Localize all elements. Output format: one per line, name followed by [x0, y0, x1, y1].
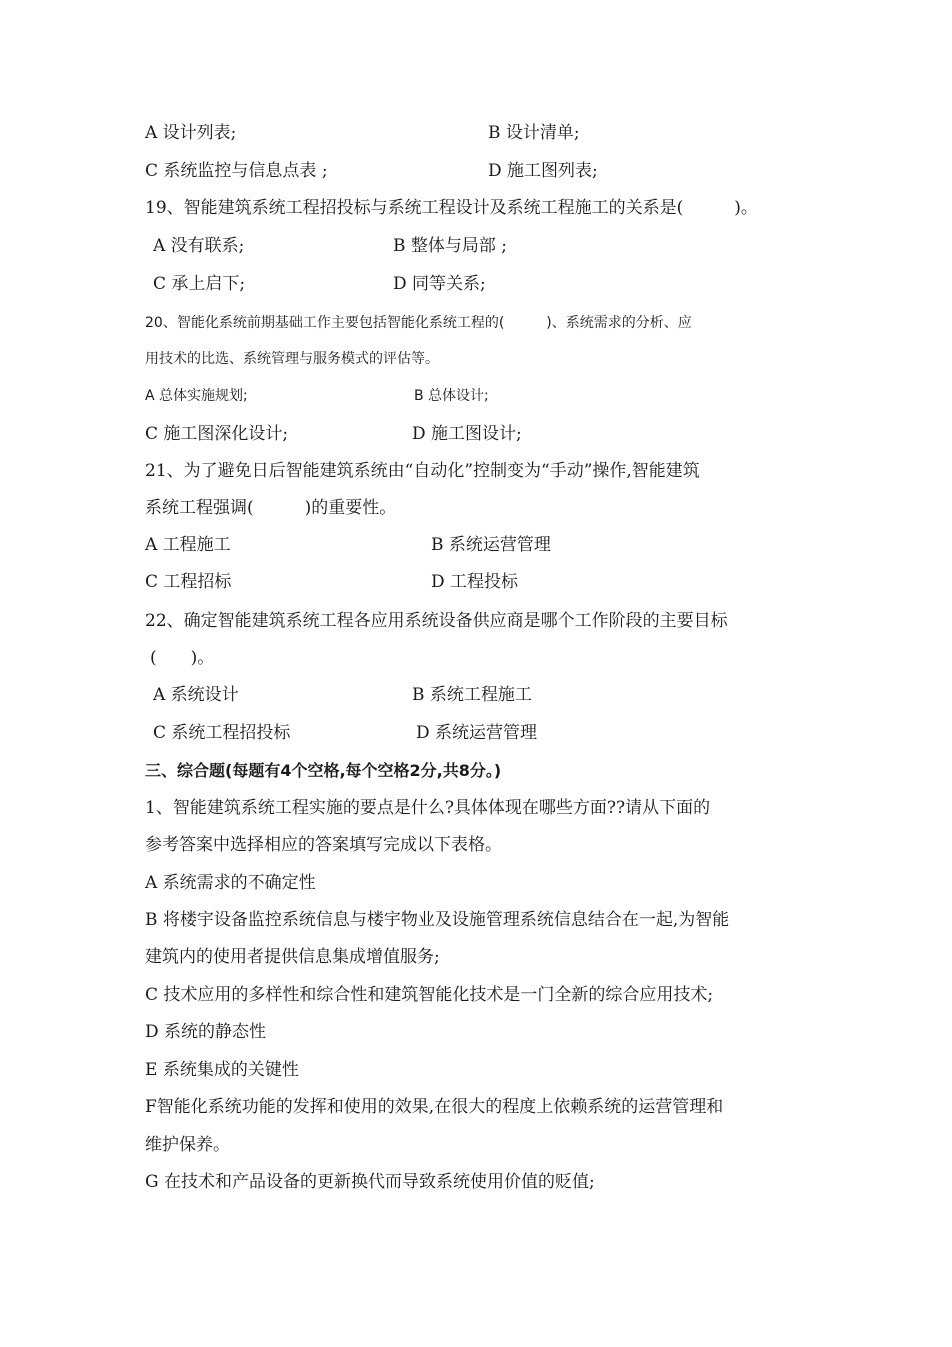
q18-option-a: A 设计列表;: [145, 123, 237, 143]
q20-option-b: B 总体设计;: [414, 388, 489, 404]
q22-stem-line1: 22、确定智能建筑系统工程各应用系统设备供应商是哪个工作阶段的主要目标: [145, 611, 728, 631]
s3-option-e: E 系统集成的关键性: [145, 1060, 299, 1080]
q20-option-d: D 施工图设计;: [412, 424, 522, 444]
q21-stem-line2: 系统工程强调( )的重要性。: [145, 498, 397, 518]
q22-option-a: A 系统设计: [153, 685, 239, 705]
q22-option-c: C 系统工程招投标: [153, 723, 291, 743]
q18-option-c: C 系统监控与信息点表 ;: [145, 161, 328, 181]
q18-option-b: B 设计清单;: [488, 123, 580, 143]
section3-heading: 三、综合题(每题有4个空格,每个空格2分,共8分。): [145, 761, 502, 780]
s3-option-d: D 系统的静态性: [145, 1022, 267, 1042]
q19-option-d: D 同等关系;: [393, 274, 486, 294]
q20-stem-line1: 20、智能化系统前期基础工作主要包括智能化系统工程的( )、系统需求的分析、应: [145, 315, 692, 331]
q21-stem-line1: 21、为了避免日后智能建筑系统由“自动化”控制变为“手动”操作,智能建筑: [145, 461, 700, 481]
q22-option-d: D 系统运营管理: [416, 723, 538, 743]
q19-stem: 19、智能建筑系统工程招投标与系统工程设计及系统工程施工的关系是( )。: [145, 198, 758, 218]
q22-stem-line2: ( )。: [150, 648, 215, 668]
q21-option-a: A 工程施工: [145, 535, 231, 555]
q19-option-a: A 没有联系;: [153, 236, 245, 256]
q21-option-b: B 系统运营管理: [431, 535, 551, 555]
s3-option-c: C 技术应用的多样性和综合性和建筑智能化技术是一门全新的综合应用技术;: [145, 985, 714, 1005]
q21-option-c: C 工程招标: [145, 572, 232, 592]
s3-option-g: G 在技术和产品设备的更新换代而导致系统使用价值的贬值;: [145, 1172, 595, 1192]
s3-q1-line2: 参考答案中选择相应的答案填写完成以下表格。: [145, 835, 502, 855]
q21-option-d: D 工程投标: [431, 572, 519, 592]
s3-option-b-line1: B 将楼宇设备监控系统信息与楼宇物业及设施管理系统信息结合在一起,为智能: [145, 910, 730, 930]
q20-option-c: C 施工图深化设计;: [145, 424, 289, 444]
q20-stem-line2: 用技术的比选、系统管理与服务模式的评估等。: [145, 351, 439, 367]
s3-option-b-line2: 建筑内的使用者提供信息集成增值服务;: [145, 947, 440, 967]
q18-option-d: D 施工图列表;: [488, 161, 598, 181]
s3-q1-line1: 1、智能建筑系统工程实施的要点是什么?具体体现在哪些方面??请从下面的: [145, 798, 711, 818]
s3-option-f-line2: 维护保养。: [145, 1135, 230, 1155]
q20-option-a: A 总体实施规划;: [145, 388, 248, 404]
s3-option-f-line1: F智能化系统功能的发挥和使用的效果,在很大的程度上依赖系统的运营管理和: [145, 1097, 724, 1117]
q19-option-c: C 承上启下;: [153, 274, 246, 294]
q19-option-b: B 整体与局部 ;: [393, 236, 508, 256]
s3-option-a: A 系统需求的不确定性: [145, 873, 316, 893]
q22-option-b: B 系统工程施工: [412, 685, 532, 705]
